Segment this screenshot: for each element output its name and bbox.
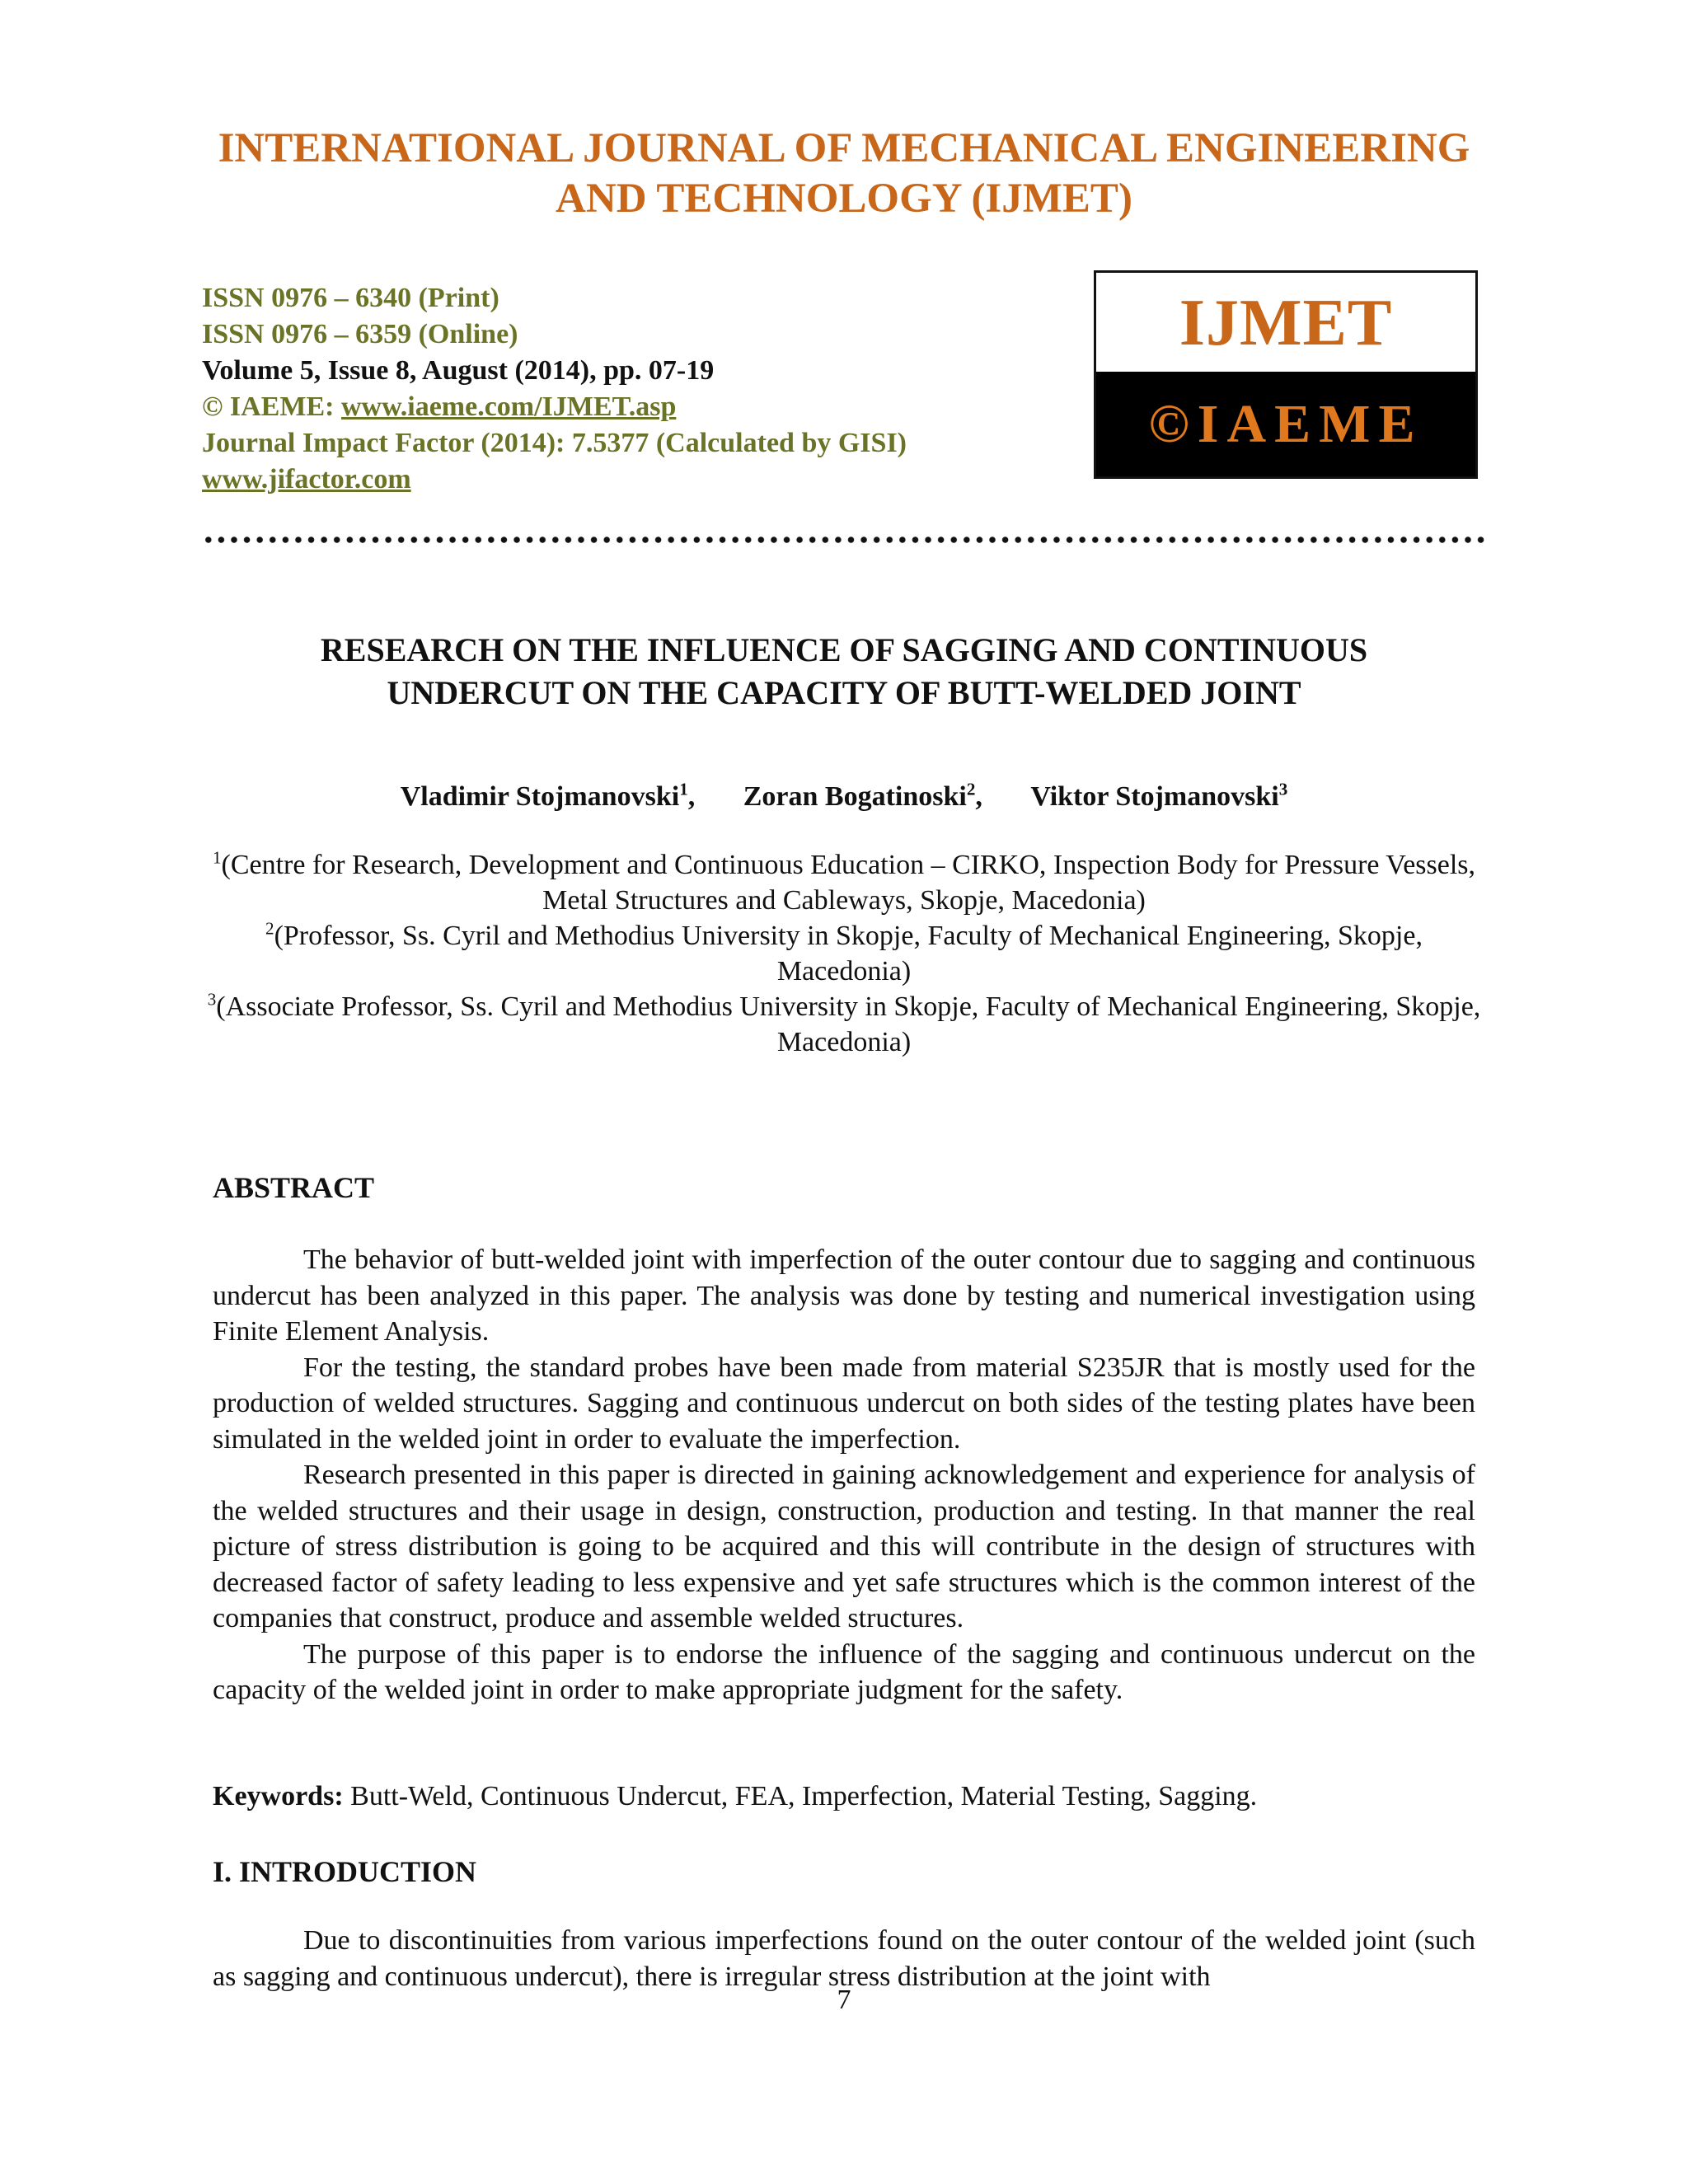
journal-title: [124, 124, 1564, 224]
paper-title-line-1: RESEARCH ON THE INFLUENCE OF SAGGING AND CONTINUOUS: [320, 631, 1368, 668]
affiliation-list: [202, 847, 1486, 1060]
paper-title: [165, 629, 1523, 715]
affiliation-text: (Professor, Ss. Cyril and Methodius University in Skopje, Faculty of Mechanical Engineering, Skopje, Macedonia): [274, 921, 1423, 987]
affiliation-superscript: 3: [207, 989, 217, 1010]
author-list: [0, 781, 1688, 813]
affiliation-superscript: 1: [212, 847, 222, 868]
publisher-line: [202, 389, 1026, 425]
affiliation: [202, 918, 1486, 989]
paper-title-line-2: UNDERCUT ON THE CAPACITY OF BUTT-WELDED JOINT: [387, 674, 1301, 711]
journal-meta: [202, 280, 1026, 498]
keywords-text: Butt-Weld, Continuous Undercut, FEA, Imperfection, Material Testing, Sagging.: [343, 1781, 1258, 1811]
author-superscript: 2: [966, 779, 976, 799]
abstract-heading: ABSTRACT: [213, 1171, 375, 1204]
author-separator: ,: [975, 781, 982, 812]
issn-online: ISSN 0976 – 6359 (Online): [202, 319, 518, 349]
introduction-body: [213, 1923, 1475, 1994]
author-separator: ,: [687, 781, 696, 812]
page-number: 7: [837, 1985, 851, 2015]
abstract-paragraph: For the testing, the standard probes have been made from material S235JR that is mostly used for the production of welded structures. Sagging and continuous undercut on both sides of the testing plates have been simulated in the welded joint in order to evaluate the imperfection.: [213, 1352, 1475, 1455]
affiliation: [202, 847, 1486, 918]
author-name: Vladimir Stojmanovski: [400, 781, 680, 812]
publisher-prefix: © IAEME:: [202, 391, 341, 422]
logo-iaeme-text: ©IAEME: [1096, 372, 1475, 476]
journal-title-line-2: AND TECHNOLOGY (IJMET): [556, 176, 1132, 222]
author-name: Zoran Bogatinoski: [743, 781, 967, 812]
publisher-link[interactable]: www.iaeme.com/IJMET.asp: [340, 391, 677, 422]
affiliation-superscript: 2: [265, 918, 274, 939]
author-name: Viktor Stojmanovski: [1030, 781, 1279, 812]
author: [1030, 781, 1287, 813]
ijmet-logo: [1094, 270, 1478, 479]
abstract-body: [213, 1242, 1475, 1708]
journal-title-line-1: INTERNATIONAL JOURNAL OF MECHANICAL ENGINEERING: [218, 125, 1470, 171]
author-superscript: 1: [679, 779, 688, 799]
impact-factor: Journal Impact Factor (2014): 7.5377 (Calculated by GISI): [202, 428, 907, 458]
author-superscript: 3: [1278, 779, 1288, 799]
affiliation-text: (Associate Professor, Ss. Cyril and Methodius University in Skopje, Faculty of Mechanical Engineering, Skopje, Macedonia): [216, 991, 1481, 1057]
jif-line: [202, 462, 1026, 498]
abstract-paragraph: The purpose of this paper is to endorse the influence of the sagging and continuous undercut on the capacity of the welded joint in order to make appropriate judgment for the safety.: [213, 1638, 1475, 1705]
jif-link[interactable]: www.jifactor.com: [202, 464, 411, 494]
author: [743, 781, 982, 813]
abstract-paragraph: Research presented in this paper is directed in gaining acknowledgement and experience for analysis of the welded structures and their usage in design, construction, production and testing. In that manner the real picture of stress distribution is going to be acquired and this will contribute in the design of structures with decreased factor of safety leading to less expensive and yet safe structures which is the common interest of the companies that construct, produce and assemble welded structures.: [213, 1460, 1475, 1633]
introduction-heading: I. INTRODUCTION: [213, 1855, 477, 1888]
author: [401, 781, 696, 813]
affiliation: [202, 989, 1486, 1060]
issn-print: ISSN 0976 – 6340 (Print): [202, 283, 499, 313]
introduction-paragraph: Due to discontinuities from various imperfections found on the outer contour of the welded joint (such as sagging and continuous undercut), there is irregular stress distribution at the joint with: [213, 1925, 1475, 1992]
logo-ijmet-text: IJMET: [1179, 287, 1393, 359]
keywords-label: Keywords:: [213, 1781, 344, 1811]
dotted-divider: [202, 534, 1486, 546]
affiliation-text: (Centre for Research, Development and Continuous Education – CIRKO, Inspection Body for Pressure Vessels, Metal Structures and Cableways, Skopje, Macedonia): [221, 850, 1476, 916]
volume-info: Volume 5, Issue 8, August (2014), pp. 07-19: [202, 355, 715, 386]
abstract-paragraph: The behavior of butt-welded joint with imperfection of the outer contour due to sagging and continuous undercut has been analyzed in this paper. The analysis was done by testing and numerical investigation using Finite Element Analysis.: [213, 1244, 1475, 1347]
keywords-line: [213, 1781, 1482, 1812]
